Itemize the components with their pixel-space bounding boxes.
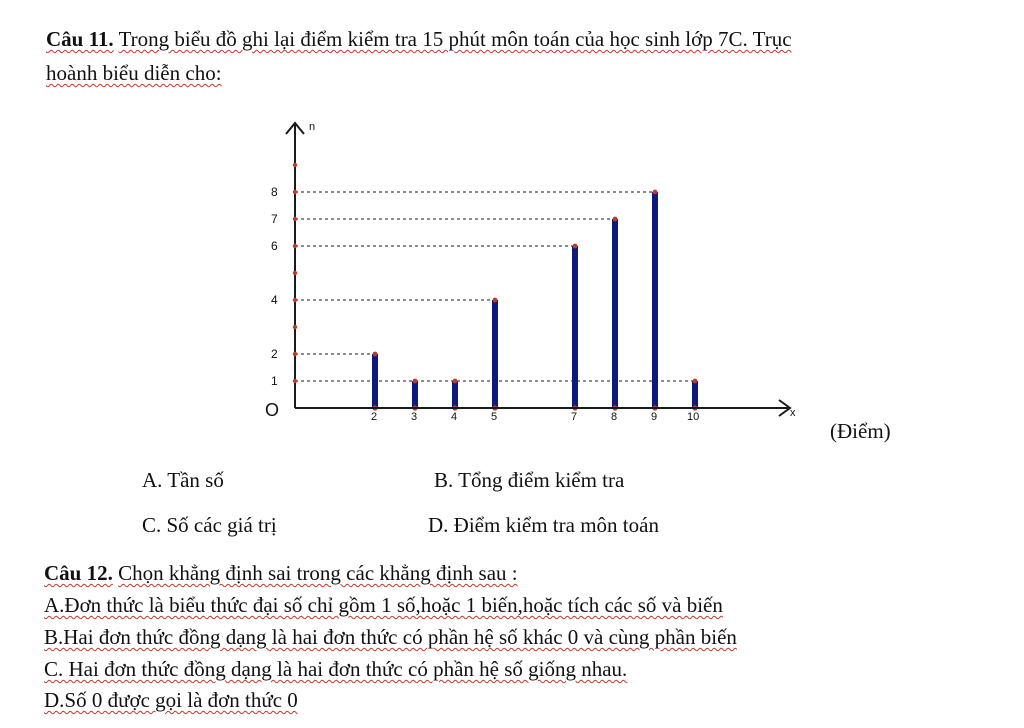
x-tick-label: 7 (571, 411, 578, 423)
x-tick-label: 3 (411, 411, 418, 423)
y-axis-tick-dot (293, 379, 297, 383)
q12-option-b: B.Hai đơn thức đồng dạng là hai đơn thức có phần hệ số khác 0 và cùng phần biến (44, 625, 737, 649)
bar (612, 219, 618, 408)
q12-option-a: A.Đơn thức là biểu thức đại số chỉ gồm 1 số,hoặc 1 biến,hoặc tích các số và biến (44, 593, 723, 617)
bar (492, 300, 498, 408)
y-axis-tick-dot (293, 217, 297, 221)
q12-stem-line (44, 560, 518, 586)
y-axis-tick-dot (293, 190, 297, 194)
y-tick-label: 7 (271, 212, 278, 226)
q11-option-a: A. Tần số (142, 468, 224, 492)
y-tick-label: 2 (271, 347, 278, 361)
y-axis-name: n (309, 121, 316, 133)
bar (452, 381, 458, 408)
x-tick-label: 8 (611, 411, 618, 423)
bar (372, 354, 378, 408)
frequency-bar-chart (250, 110, 830, 450)
bar-top-dot (453, 379, 458, 384)
q11-label: Câu 11. (46, 27, 114, 51)
q11-option-b: B. Tổng điểm kiểm tra (434, 468, 625, 492)
x-tick-label: 9 (651, 411, 658, 423)
q11-text-line2: hoành biểu diễn cho: (46, 61, 222, 85)
x-tick-label: 2 (371, 411, 378, 423)
q11-option-d: D. Điểm kiểm tra môn toán (428, 513, 659, 537)
q12-option-d: D.Số 0 được gọi là đơn thức 0 (44, 688, 298, 712)
bar (692, 381, 698, 408)
q12-stem: Chọn khẳng định sai trong các khẳng định sau : (118, 561, 518, 585)
q12-option-c: C. Hai đơn thức đồng dạng là hai đơn thức có phần hệ số giống nhau. (44, 657, 628, 681)
bar (652, 192, 658, 408)
q12-label: Câu 12. (44, 561, 113, 585)
origin-label: O (265, 400, 280, 420)
bar-top-dot (573, 244, 578, 249)
q11-option-c: C. Số các giá trị (142, 513, 277, 537)
x-axis-name: x (790, 407, 796, 419)
y-axis-tick-dot (293, 163, 297, 167)
y-tick-label: 6 (271, 239, 278, 253)
x-axis-caption: (Điểm) (830, 419, 891, 443)
x-tick-label: 10 (687, 411, 700, 423)
bar-top-dot (653, 190, 658, 195)
bar-top-dot (613, 217, 618, 222)
y-axis-tick-dot (293, 352, 297, 356)
y-axis-tick-dot (293, 271, 297, 275)
bar (572, 246, 578, 408)
bar-top-dot (693, 379, 698, 384)
y-tick-label: 8 (271, 185, 278, 199)
x-tick-label: 4 (451, 411, 458, 423)
bar (412, 381, 418, 408)
x-tick-label: 5 (491, 411, 498, 423)
q11-line1 (46, 26, 792, 52)
y-tick-label: 1 (271, 374, 278, 388)
bar-top-dot (373, 352, 378, 357)
bar-top-dot (493, 298, 498, 303)
bar-top-dot (413, 379, 418, 384)
q11-text-line1: Trong biểu đồ ghi lại điểm kiểm tra 15 phút môn toán của học sinh lớp 7C. Trục (118, 27, 792, 51)
y-axis-tick-dot (293, 298, 297, 302)
y-tick-label: 4 (271, 293, 278, 307)
y-axis-tick-dot (293, 244, 297, 248)
y-axis-tick-dot (293, 325, 297, 329)
